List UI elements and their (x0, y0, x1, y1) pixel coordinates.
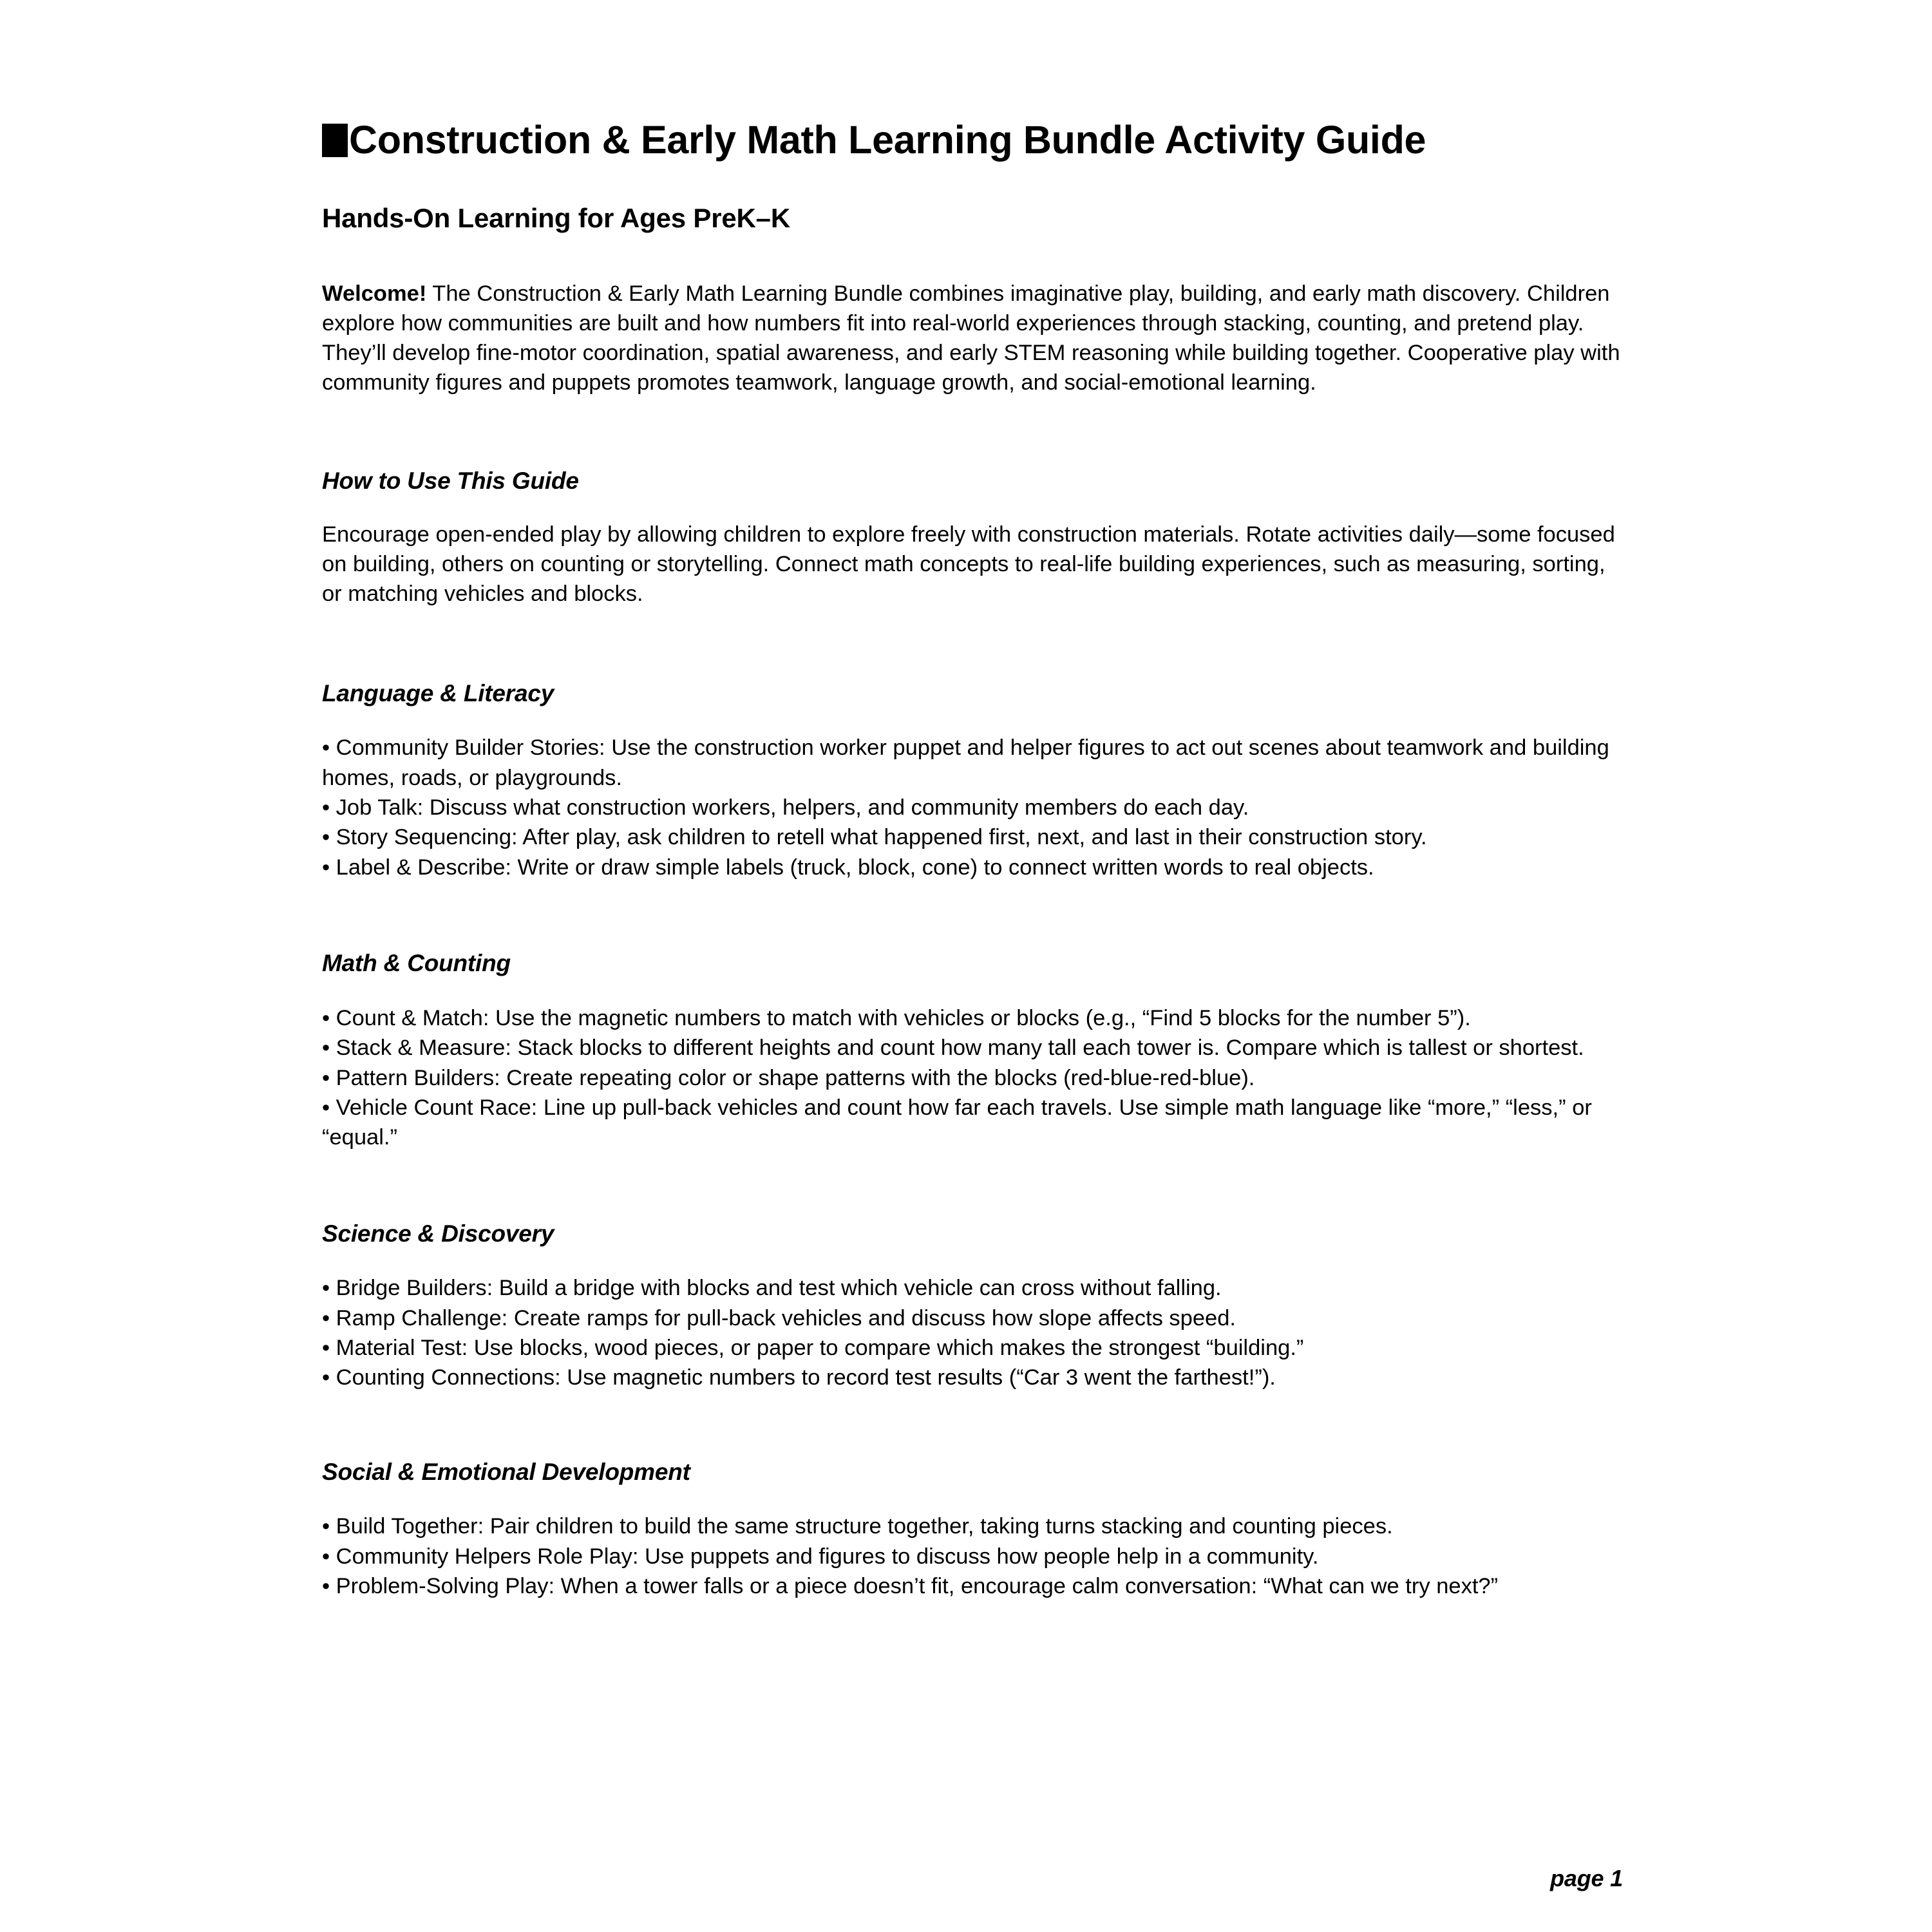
list-item: • Story Sequencing: After play, ask children to retell what happened first, next, and last in their construction story. (322, 825, 1427, 850)
section-science-discovery (322, 1220, 1623, 1393)
section-heading: Language & Literacy (322, 679, 554, 706)
list-item: • Label & Describe: Write or draw simple labels (truck, block, cone) to connect written words to real objects. (322, 855, 1374, 880)
list-item: • Problem-Solving Play: When a tower falls or a piece doesn’t fit, encourage calm conversation: “What can we try next?” (322, 1574, 1499, 1599)
section-language-literacy (322, 680, 1623, 883)
bullet-list (322, 1003, 1623, 1153)
list-item: • Pattern Builders: Create repeating color or shape patterns with the blocks (red-blue-red-blue). (322, 1065, 1255, 1090)
section-heading: Math & Counting (322, 950, 511, 977)
document-content (322, 119, 1623, 1602)
list-item: • Counting Connections: Use magnetic numbers to record test results (“Car 3 went the farthest!”). (322, 1365, 1276, 1390)
intro-text: The Construction & Early Math Learning Bundle combines imaginative play, building, and early math discovery. Children explore how communities are built and how numbers fit into real-world experiences through stacking, counting, and pretend play. They’ll develop fine-motor coordination, spatial awareness, and early STEM reasoning while building together. Cooperative play with community figures and puppets promotes teamwork, language growth, and social-emotional learning. (322, 281, 1620, 395)
bullet-list (322, 733, 1623, 882)
section-body: Encourage open-ended play by allowing children to explore freely with construction materials. Rotate activities daily—some focused on building, others on counting or storytelling. Connect math concepts to real-life building experiences, such as measuring, sorting, or matching vehicles and blocks. (322, 522, 1615, 606)
bullet-list (322, 1273, 1623, 1393)
list-item: • Bridge Builders: Build a bridge with blocks and test which vehicle can cross without falling. (322, 1276, 1222, 1301)
list-item: • Count & Match: Use the magnetic numbers to match with vehicles or blocks (e.g., “Find 5 blocks for the number 5”). (322, 1005, 1471, 1030)
intro-lead: Welcome! (322, 281, 427, 307)
section-social-emotional (322, 1459, 1623, 1602)
list-item: • Vehicle Count Race: Line up pull-back vehicles and count how far each travels. Use simple math language like “more,” “less,” or “equal.” (322, 1095, 1592, 1150)
list-item: • Ramp Challenge: Create ramps for pull-back vehicles and discuss how slope affects speed. (322, 1305, 1236, 1331)
page-number-footer: page 1 (1550, 1865, 1623, 1891)
list-item: • Material Test: Use blocks, wood pieces, or paper to compare which makes the strongest “building.” (322, 1336, 1304, 1361)
list-item: • Job Talk: Discuss what construction workers, helpers, and community members do each day. (322, 795, 1249, 820)
section-heading: How to Use This Guide (322, 467, 579, 494)
section-math-counting (322, 950, 1623, 1153)
missing-glyph-icon (322, 124, 348, 157)
section-heading: Social & Emotional Development (322, 1458, 690, 1485)
section-how-to-use (322, 468, 1623, 609)
page-subtitle: Hands-On Learning for Ages PreK–K (322, 202, 790, 233)
intro-paragraph (322, 279, 1623, 398)
bullet-list (322, 1511, 1623, 1601)
list-item: • Community Builder Stories: Use the construction worker puppet and helper figures to act out scenes about teamwork and building homes, roads, or playgrounds. (322, 735, 1609, 790)
page-title-text: Construction & Early Math Learning Bundle Activity Guide (349, 118, 1426, 162)
page-title (322, 119, 1623, 162)
list-item: • Community Helpers Role Play: Use puppets and figures to discuss how people help in a community. (322, 1544, 1319, 1569)
section-heading: Science & Discovery (322, 1220, 554, 1247)
list-item: • Build Together: Pair children to build the same structure together, taking turns stacking and counting pieces. (322, 1514, 1393, 1539)
list-item: • Stack & Measure: Stack blocks to different heights and count how many tall each tower is. Compare which is tallest or shortest. (322, 1036, 1584, 1061)
